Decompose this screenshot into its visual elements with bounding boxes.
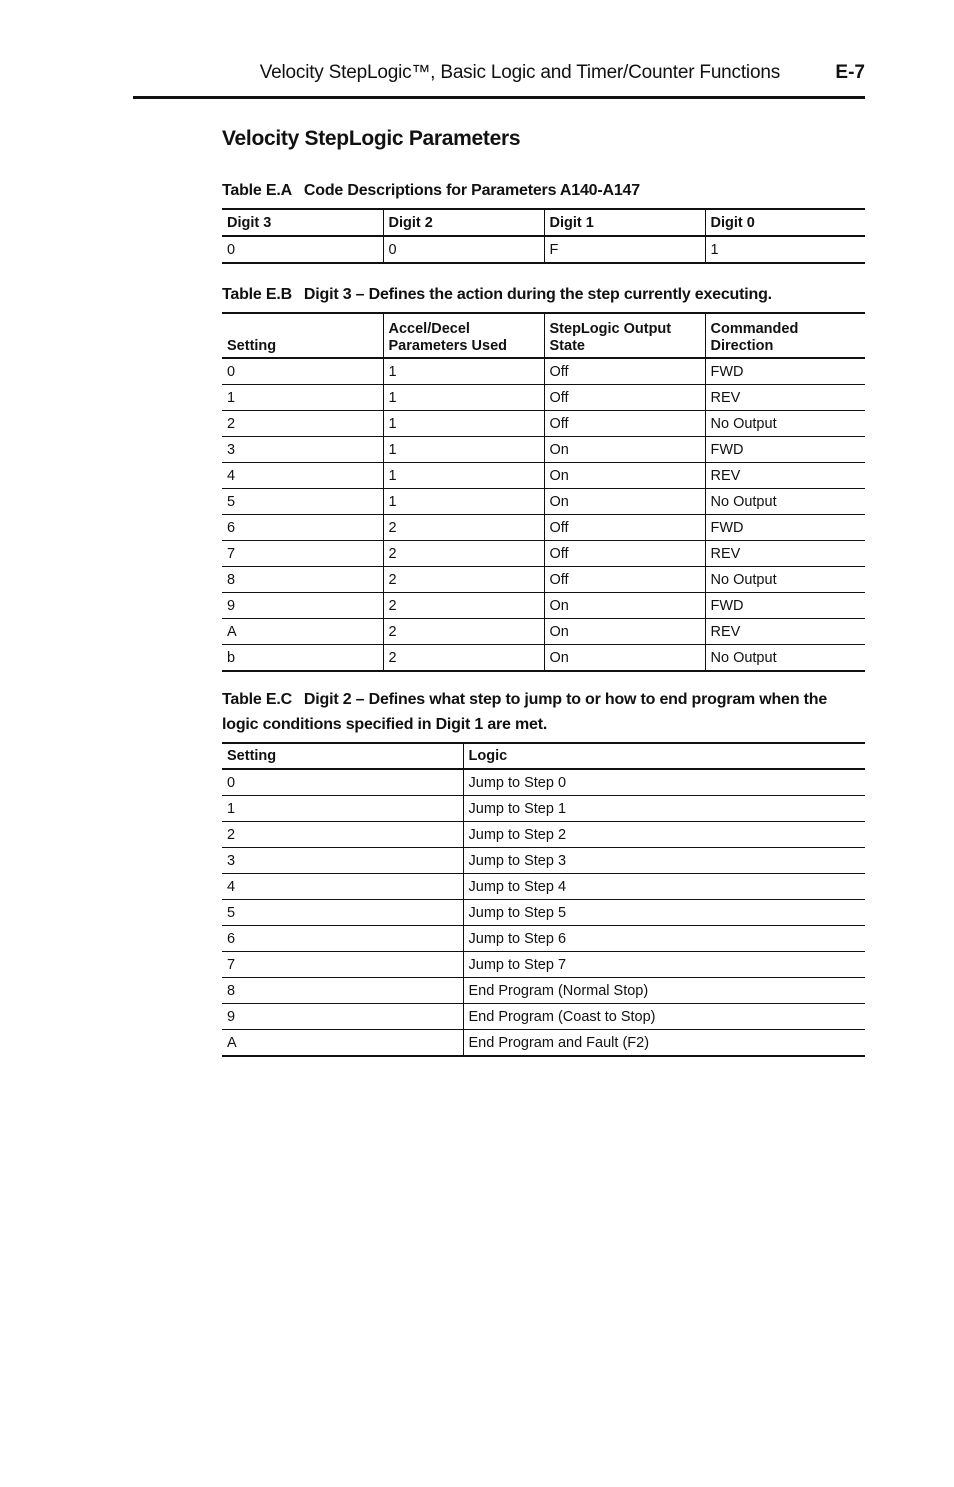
column-header: Setting — [222, 743, 463, 769]
running-header — [133, 60, 865, 99]
table-cell: Jump to Step 1 — [463, 796, 865, 822]
table-cell: On — [544, 645, 705, 672]
table-row — [222, 593, 865, 619]
table-cell: REV — [705, 463, 865, 489]
table-cell: 7 — [222, 541, 383, 567]
table-cell: A — [222, 619, 383, 645]
table-cell: No Output — [705, 567, 865, 593]
table-row — [222, 645, 865, 672]
table-cell: On — [544, 593, 705, 619]
table-cell: 1 — [705, 236, 865, 263]
table-cell: 2 — [383, 619, 544, 645]
table-cell: 1 — [383, 358, 544, 385]
table-cell: Jump to Step 6 — [463, 926, 865, 952]
table-row — [222, 437, 865, 463]
section-title: Velocity StepLogic Parameters — [222, 127, 521, 150]
table-cell: Jump to Step 2 — [463, 822, 865, 848]
table-cell: 1 — [383, 411, 544, 437]
table-cell: 1 — [383, 463, 544, 489]
table-a-header-row — [222, 209, 865, 236]
table-cell: End Program (Normal Stop) — [463, 978, 865, 1004]
column-header: Setting — [222, 313, 383, 358]
table-cell: 2 — [383, 515, 544, 541]
chapter-title: Velocity StepLogic™, Basic Logic and Timer/Counter Functions — [259, 62, 780, 83]
table-row — [222, 515, 865, 541]
table-cell: Off — [544, 411, 705, 437]
table-cell: On — [544, 463, 705, 489]
table-cell: 2 — [383, 541, 544, 567]
table-b-header-row — [222, 313, 865, 358]
table-row — [222, 952, 865, 978]
table-cell: 6 — [222, 515, 383, 541]
table-row — [222, 978, 865, 1004]
table-c-label: Table E.C — [222, 691, 292, 708]
table-cell: 2 — [222, 822, 463, 848]
table-cell: REV — [705, 541, 865, 567]
table-cell: Jump to Step 4 — [463, 874, 865, 900]
table-cell: FWD — [705, 437, 865, 463]
table-cell: 8 — [222, 567, 383, 593]
table-cell: FWD — [705, 593, 865, 619]
table-row — [222, 411, 865, 437]
table-cell: 2 — [383, 567, 544, 593]
table-cell: Jump to Step 0 — [463, 769, 865, 796]
table-cell: 1 — [383, 489, 544, 515]
table-a-label: Table E.A — [222, 182, 292, 199]
table-c-header-row — [222, 743, 865, 769]
table-b-title: Digit 3 – Defines the action during the step currently executing. — [303, 286, 772, 303]
table-cell: 9 — [222, 593, 383, 619]
column-header: StepLogic Output State — [544, 313, 705, 358]
table-cell: End Program and Fault (F2) — [463, 1030, 865, 1057]
table-cell: REV — [705, 619, 865, 645]
table-cell: FWD — [705, 358, 865, 385]
table-cell: Off — [544, 567, 705, 593]
table-cell: A — [222, 1030, 463, 1057]
table-cell: Off — [544, 385, 705, 411]
table-a — [222, 208, 865, 264]
table-row — [222, 1030, 865, 1057]
table-cell: 0 — [222, 236, 383, 263]
table-row — [222, 385, 865, 411]
table-cell: 7 — [222, 952, 463, 978]
column-header: Digit 3 — [222, 209, 383, 236]
table-cell: Off — [544, 358, 705, 385]
table-cell: 4 — [222, 874, 463, 900]
table-cell: 3 — [222, 848, 463, 874]
table-cell: 0 — [222, 769, 463, 796]
table-a-caption — [222, 178, 865, 203]
table-b-caption — [222, 282, 865, 307]
table-cell: b — [222, 645, 383, 672]
table-cell: FWD — [705, 515, 865, 541]
table-row — [222, 848, 865, 874]
table-b-label: Table E.B — [222, 286, 292, 303]
table-cell: Jump to Step 5 — [463, 900, 865, 926]
column-header: Digit 1 — [544, 209, 705, 236]
table-cell: Jump to Step 3 — [463, 848, 865, 874]
table-cell: No Output — [705, 489, 865, 515]
table-row — [222, 796, 865, 822]
table-row — [222, 541, 865, 567]
table-row — [222, 619, 865, 645]
table-cell: 4 — [222, 463, 383, 489]
table-row — [222, 489, 865, 515]
table-cell: 3 — [222, 437, 383, 463]
table-cell: Jump to Step 7 — [463, 952, 865, 978]
table-row — [222, 900, 865, 926]
table-cell: REV — [705, 385, 865, 411]
table-row — [222, 236, 865, 263]
table-cell: 9 — [222, 1004, 463, 1030]
table-row — [222, 822, 865, 848]
column-header: Accel/Decel Parameters Used — [383, 313, 544, 358]
table-row — [222, 769, 865, 796]
table-cell: 6 — [222, 926, 463, 952]
table-c-title: Digit 2 – Defines what step to jump to or how to end program when the logic conditions specified in Digit 1 are met. — [222, 691, 828, 733]
table-cell: F — [544, 236, 705, 263]
column-header: Digit 2 — [383, 209, 544, 236]
table-row — [222, 567, 865, 593]
table-cell: On — [544, 619, 705, 645]
table-row — [222, 926, 865, 952]
table-cell: 5 — [222, 900, 463, 926]
table-cell: No Output — [705, 411, 865, 437]
table-cell: 1 — [222, 796, 463, 822]
table-cell: 2 — [222, 411, 383, 437]
table-cell: End Program (Coast to Stop) — [463, 1004, 865, 1030]
table-cell: 8 — [222, 978, 463, 1004]
column-header: Logic — [463, 743, 865, 769]
table-cell: On — [544, 437, 705, 463]
table-cell: 1 — [383, 437, 544, 463]
table-cell: On — [544, 489, 705, 515]
table-cell: 0 — [222, 358, 383, 385]
column-header: Commanded Direction — [705, 313, 865, 358]
page-number: E-7 — [835, 62, 865, 83]
table-b — [222, 312, 865, 672]
table-cell: 1 — [383, 385, 544, 411]
table-c — [222, 742, 865, 1057]
table-a-title: Code Descriptions for Parameters A140-A147 — [303, 182, 640, 199]
table-cell: 0 — [383, 236, 544, 263]
table-cell: Off — [544, 515, 705, 541]
column-header: Digit 0 — [705, 209, 865, 236]
table-cell: 5 — [222, 489, 383, 515]
table-cell: No Output — [705, 645, 865, 672]
table-cell: 2 — [383, 593, 544, 619]
table-cell: 1 — [222, 385, 383, 411]
table-row — [222, 358, 865, 385]
table-cell: 2 — [383, 645, 544, 672]
table-row — [222, 1004, 865, 1030]
table-cell: Off — [544, 541, 705, 567]
table-row — [222, 463, 865, 489]
table-c-caption — [222, 687, 865, 737]
table-row — [222, 874, 865, 900]
